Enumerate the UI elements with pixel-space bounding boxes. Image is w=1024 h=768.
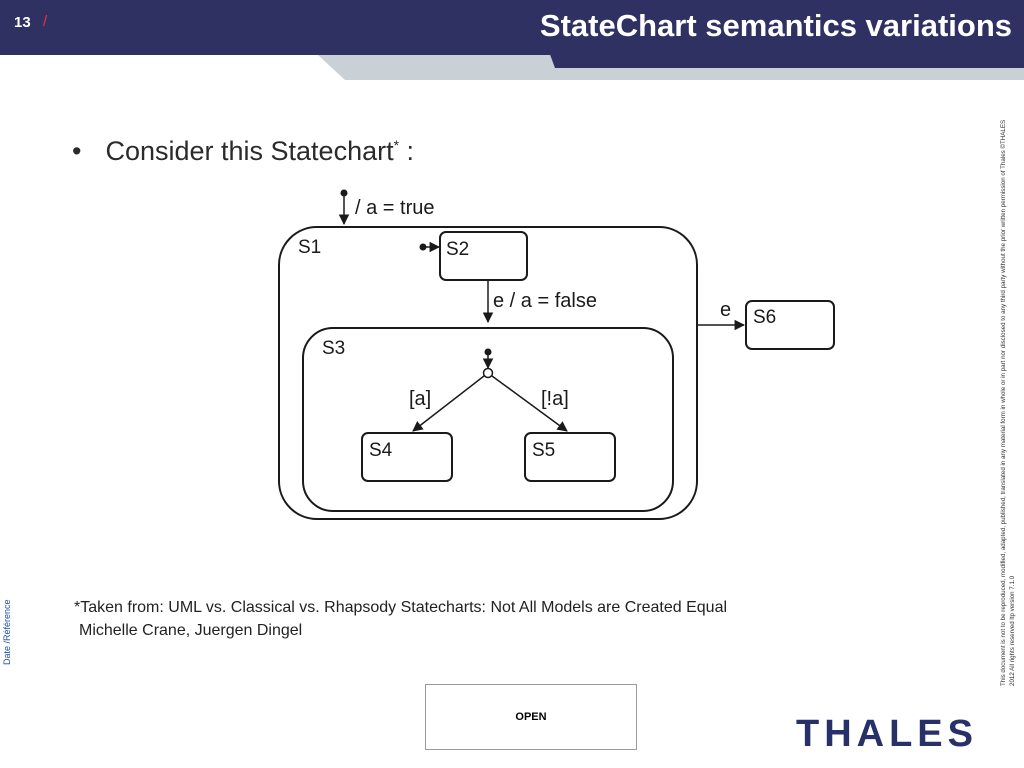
state-s4-label: S4	[369, 440, 393, 461]
bullet-dot: •	[72, 136, 82, 166]
date-reference: Date /Référence	[2, 599, 12, 665]
transition-s2-s3-label: e / a = false	[493, 290, 597, 312]
intro-footnote-mark: *	[393, 137, 400, 153]
choice-pseudostate	[484, 369, 493, 378]
slide-number: 13	[14, 14, 31, 31]
footnote-line-1: *Taken from: UML vs. Classical vs. Rhapsody Statecharts: Not All Models are Created Equal	[74, 599, 728, 616]
header-bar	[0, 0, 1024, 68]
intro-bullet	[72, 136, 414, 167]
guard-a-label: [a]	[409, 388, 432, 410]
initial-pseudostate-s2	[420, 244, 427, 251]
state-s5-label: S5	[532, 440, 556, 461]
intro-text: Consider this Statechart	[105, 136, 394, 166]
slide-separator: /	[43, 13, 48, 30]
state-s6-label: S6	[753, 307, 777, 328]
classification-label: OPEN	[425, 684, 637, 750]
state-s2-label: S2	[446, 239, 470, 260]
guard-not-a-label: [!a]	[541, 388, 569, 410]
initial-action-label: / a = true	[355, 197, 435, 219]
thales-logo: THALES	[796, 713, 978, 755]
page-title: StateChart semantics variations	[539, 8, 1012, 43]
transition-s1-s6-label: e	[720, 299, 732, 321]
initial-pseudostate-s3	[485, 349, 492, 356]
footnote-line-2: Michelle Crane, Juergen Dingel	[79, 622, 303, 639]
footnote	[74, 596, 727, 642]
copyright-disclaimer: This document is not to be reproduced, modified, adapted, published, translated in any material form in whole or in part nor disclosed to any third party without the prior written permission of Thales ©THALES 2012 All rights reserved ltp version 7.1.0	[1000, 119, 1016, 686]
initial-pseudostate-s1	[341, 190, 348, 197]
state-s1-label: S1	[298, 237, 322, 258]
state-s3-label: S3	[322, 338, 346, 359]
intro-colon: :	[399, 136, 415, 166]
statechart-diagram	[270, 180, 850, 550]
